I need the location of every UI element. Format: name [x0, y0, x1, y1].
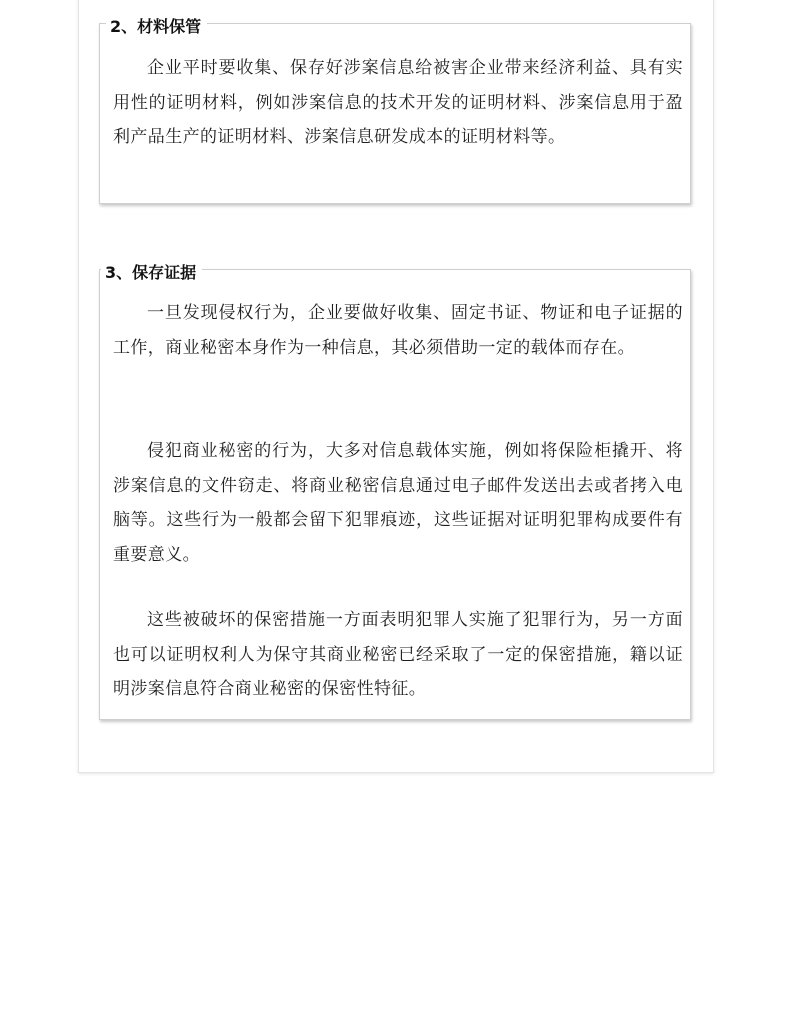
section-heading-preserve-evidence: 3、保存证据	[101, 263, 202, 283]
section-heading-material-storage: 2、材料保管	[106, 17, 207, 37]
section-paragraph: 一旦发现侵权行为，企业要做好收集、固定书证、物证和电子证据的工作，商业秘密本身作为一种信息，其必须借助一定的载体而存在。	[113, 303, 683, 358]
section-paragraph: 侵犯商业秘密的行为，大多对信息载体实施，例如将保险柜撬开、将涉案信息的文件窃走、将商业秘密信息通过电子邮件发送出去或者拷入电脑等。这些行为一般都会留下犯罪痕迹，这些证据对证明犯罪构成要件有重要意义。	[113, 441, 683, 566]
section-paragraph: 企业平时要收集、保存好涉案信息给被害企业带来经济利益、具有实用性的证明材料，例如涉案信息的技术开发的证明材料、涉案信息用于盈利产品生产的证明材料、涉案信息研发成本的证明材料等。	[113, 58, 683, 148]
section-paragraph: 这些被破坏的保密措施一方面表明犯罪人实施了犯罪行为，另一方面也可以证明权利人为保守其商业秘密已经采取了一定的保密措施，籍以证明涉案信息符合商业秘密的保密性特征。	[113, 610, 683, 700]
